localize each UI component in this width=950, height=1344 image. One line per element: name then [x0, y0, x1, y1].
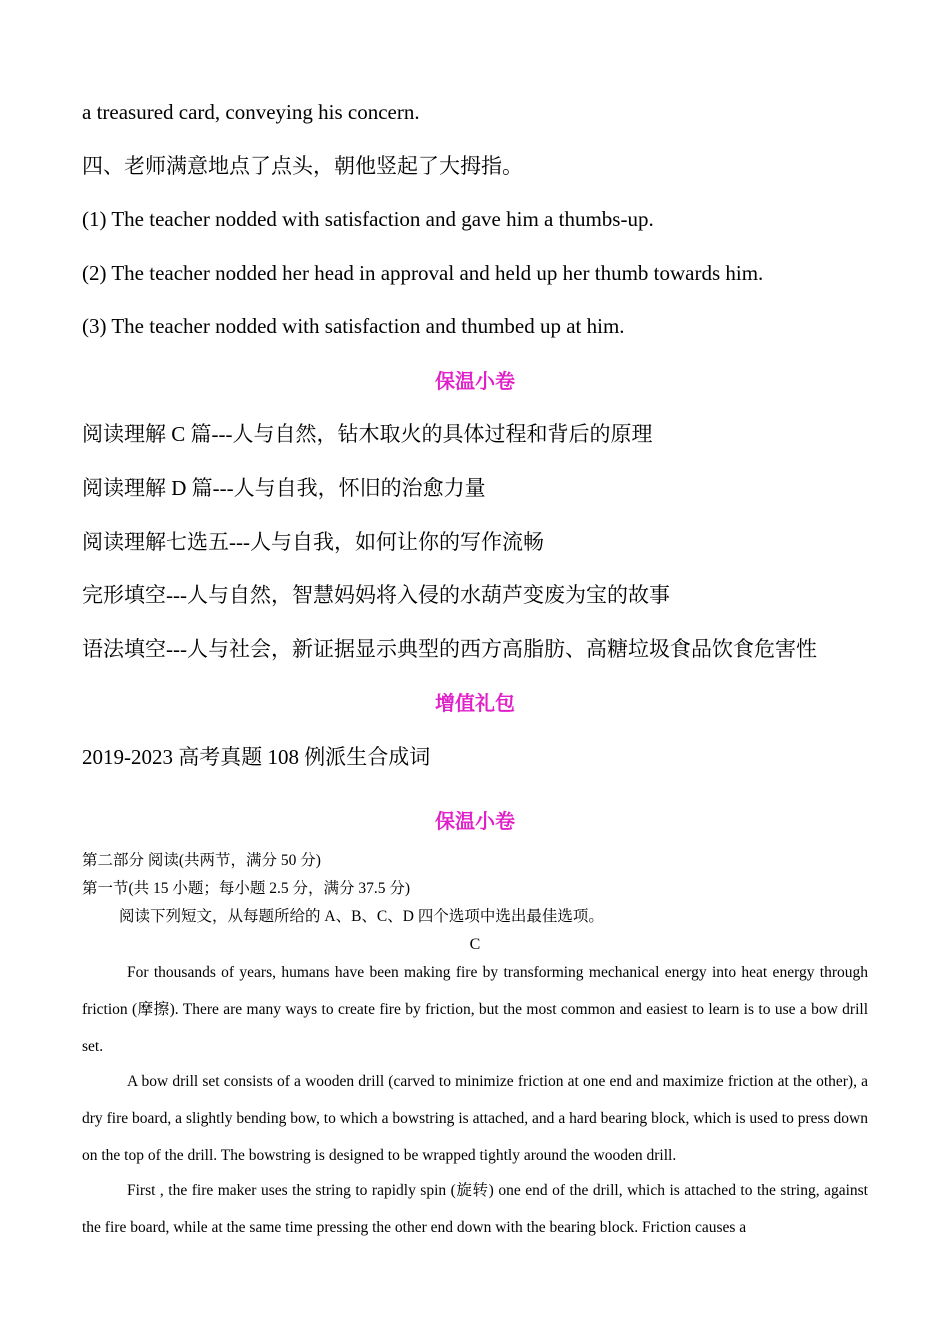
translation-1: (1) The teacher nodded with satisfaction and gave him a thumbs-up. — [82, 207, 654, 231]
part-title: 第二部分 阅读(共两节，满分 50 分) — [82, 852, 321, 869]
passage-letter: C — [469, 936, 481, 953]
instruction: 阅读下列短文，从每题所给的 A、B、C、D 四个选项中选出最佳选项。 — [119, 908, 604, 925]
list-item: 语法填空---人与社会，新证据显示典型的西方高脂肪、高糖垃圾食品饮食危害性 — [82, 637, 817, 661]
text-line: a treasured card, conveying his concern. — [82, 100, 420, 124]
section-heading-baowen-2: 保温小卷 — [435, 809, 515, 833]
list-item: 阅读理解 D 篇---人与自我，怀旧的治愈力量 — [82, 476, 486, 500]
translation-2: (2) The teacher nodded her head in approval and held up her thumb towards him. — [82, 261, 764, 285]
translation-3: (3) The teacher nodded with satisfaction and thumbed up at him. — [82, 314, 625, 338]
gift-item: 2019-2023 高考真题 108 例派生合成词 — [82, 745, 431, 769]
list-item: 完形填空---人与自然，智慧妈妈将入侵的水葫芦变废为宝的故事 — [82, 583, 670, 607]
section-title: 第一节(共 15 小题；每小题 2.5 分，满分 37.5 分) — [82, 880, 411, 897]
list-item: 阅读理解 C 篇---人与自然，钻木取火的具体过程和背后的原理 — [82, 422, 653, 446]
chinese-sentence: 四、老师满意地点了点头，朝他竖起了大拇指。 — [82, 154, 523, 178]
section-heading-baowen: 保温小卷 — [435, 369, 515, 393]
passage-paragraph: First , the fire maker uses the string to rapidly spin (旋转) one end of the drill, which is attached to the string, against the fire board, while at the same time pressing the other end down with the bearing block. Friction causes a — [82, 1182, 868, 1236]
passage-paragraph: A bow drill set consists of a wooden drill (carved to minimize friction at one end and maximize friction at the other), a dry fire board, a slightly bending bow, to which a bowstring is attached, and a hard bearing block, which is used to press down on the top of the drill. The bowstring is designed to be wrapped tightly around the wooden drill. — [82, 1073, 868, 1164]
list-item: 阅读理解七选五---人与自我，如何让你的写作流畅 — [82, 530, 544, 554]
section-heading-zengzhi: 增值礼包 — [435, 691, 515, 715]
passage-paragraph: For thousands of years, humans have been making fire by transforming mechanical energy into heat energy through friction (摩擦). There are many ways to create fire by friction, but the most common and easiest to learn is to use a bow drill set. — [82, 964, 868, 1055]
